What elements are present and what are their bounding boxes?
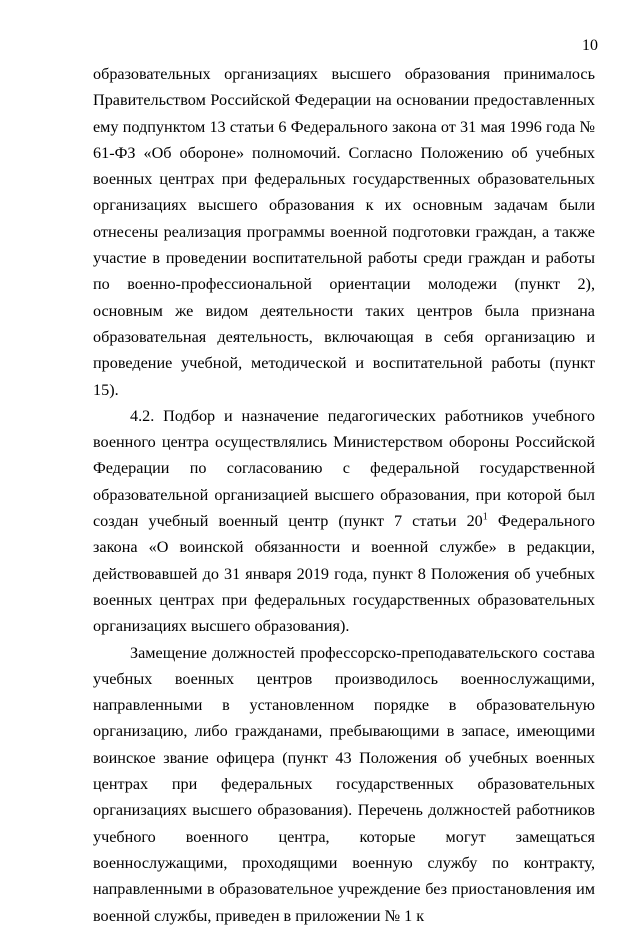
page-number: 10 [582,37,598,54]
paragraph-staffing: Замещение должностей профессорско-преподавательского состава учебных военных центров производилось военнослужащими, направленными в установленном порядке в образовательную организацию, либо гражданами, пребывающими в запасе, имеющими воинское звание офицера (пункт 43 Положения об учебных военных центрах при федеральных государственных образовательных организациях высшего образования). Перечень должностей работников учебного военного центра, которые могут замещаться военнослужащими, проходящими военную службу по контракту, направленными в образовательное учреждение без приостановления им военной службы, приведен в приложении № 1 к [93,643,595,925]
paragraph-4-2-text-start: 4.2. Подбор и назначение педагогических работников учебного военного центра осуществлялись Министерством обороны Российской Федерации по согласованию с федеральной государственной образовательной организацией высшего образования, при которой был создан учебный военный центр (пункт 7 статьи 20 [93,406,595,531]
paragraph-continuation: образовательных организациях высшего образования принималось Правительством Российской Федерации на основании предоставленных ему подпунктом 13 статьи 6 Федерального закона от 31 мая 1996 года № 61-ФЗ «Об обороне» полномочий. Согласно Положению об учебных военных центрах при федеральных государственных образовательных организациях высшего образования к их основным задачам были отнесены реализация программы военной подготовки граждан, а также участие в проведении воспитательной работы среди граждан и работы по военно-профессиональной ориентации молодежи (пункт 2), основным же видом деятельности таких центров была признана образовательная деятельность, включающая в себя организацию и проведение учебной, методической и воспитательной работы (пункт 15). [93,65,595,399]
paragraph-4-2-text-end: Федерального закона «О воинской обязанности и военной службе» в редакции, действовавшей до 31 января 2019 года, пункт 8 Положения об учебных военных центрах при федеральных государственных образовательных организациях высшего образования). [93,512,595,636]
paragraph-4-2 [93,403,595,640]
article-superscript: 1 [482,511,488,523]
document-body [93,61,595,929]
